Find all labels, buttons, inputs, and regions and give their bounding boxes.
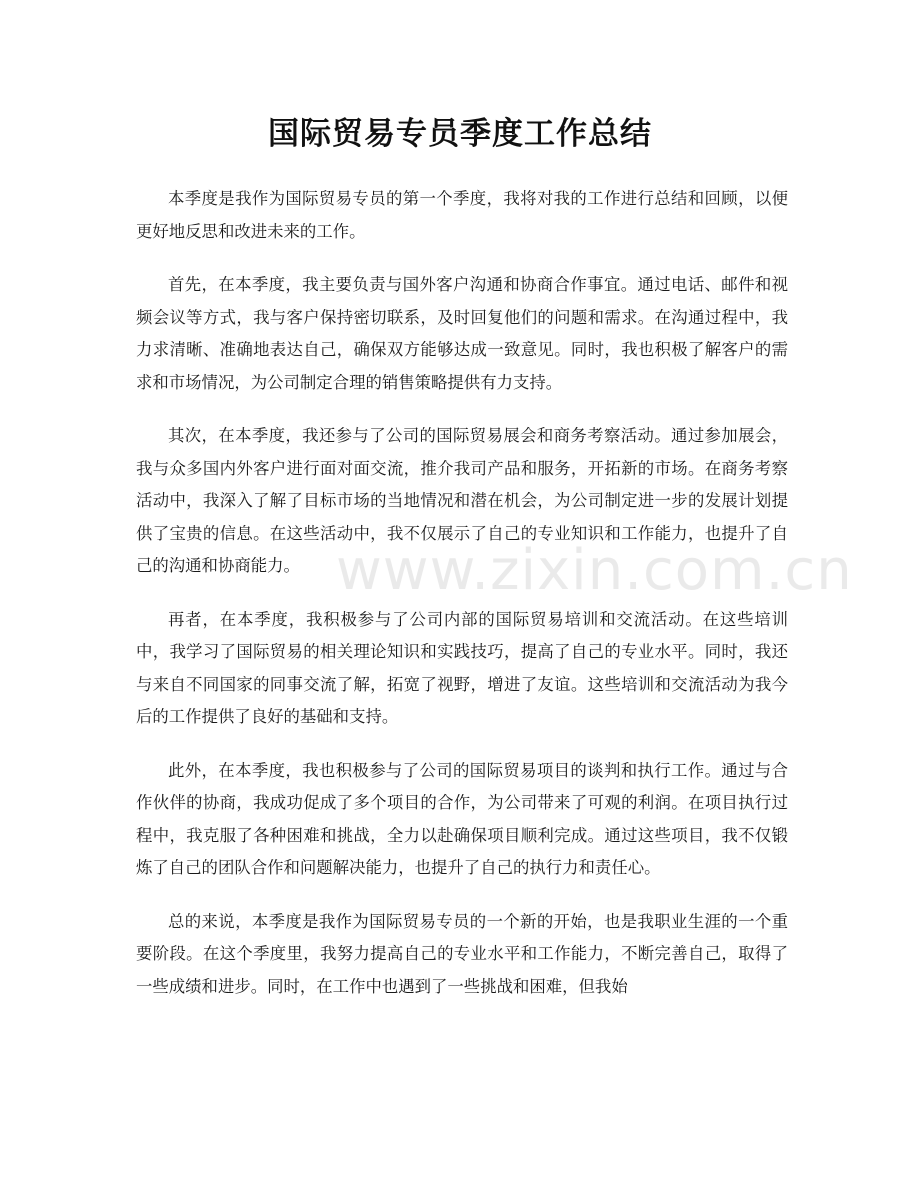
paragraph-projects: 此外，在本季度，我也积极参与了公司的国际贸易项目的谈判和执行工作。通过与合作伙伴的协商，我成功促成了多个项目的合作，为公司带来了可观的利润。在项目执行过程中，我克服了各种困难和挑战，全力以赴确保项目顺利完成。通过这些项目，我不仅锻炼了自己的团队合作和问题解决能力，也提升了自己的执行力和责任心。 — [136, 760, 788, 877]
paragraph-intro: 本季度是我作为国际贸易专员的第一个季度，我将对我的工作进行总结和回顾，以便更好地反思和改进未来的工作。 — [136, 189, 788, 241]
paragraph-trade-shows: 其次，在本季度，我还参与了公司的国际贸易展会和商务考察活动。通过参加展会，我与众多国内外客户进行面对面交流，推介我司产品和服务，开拓新的市场。在商务考察活动中，我深入了解了目标市场的当地情况和潜在机会，为公司制定进一步的发展计划提供了宝贵的信息。在这些活动中，我不仅展示了自己的专业知识和工作能力，也提升了自己的沟通和协商能力。 — [136, 426, 788, 575]
document-body — [136, 183, 788, 1024]
document-title: 国际贸易专员季度工作总结 — [268, 116, 652, 152]
watermark: www.zixin.com.cn — [336, 538, 853, 603]
paragraph-training: 再者，在本季度，我积极参与了公司内部的国际贸易培训和交流活动。在这些培训中，我学习了国际贸易的相关理论知识和实践技巧，提高了自己的专业水平。同时，我还与来自不同国家的同事交流了解，拓宽了视野，增进了友谊。这些培训和交流活动为我今后的工作提供了良好的基础和支持。 — [136, 609, 788, 726]
paragraph-client-communication: 首先，在本季度，我主要负责与国外客户沟通和协商合作事宜。通过电话、邮件和视频会议等方式，我与客户保持密切联系，及时回复他们的问题和需求。在沟通过程中，我力求清晰、准确地表达自己，确保双方能够达成一致意见。同时，我也积极了解客户的需求和市场情况，为公司制定合理的销售策略提供有力支持。 — [136, 275, 788, 392]
paragraph-summary: 总的来说，本季度是我作为国际贸易专员的一个新的开始，也是我职业生涯的一个重要阶段。在这个季度里，我努力提高自己的专业水平和工作能力，不断完善自己，取得了一些成绩和进步。同时，在工作中也遇到了一些挑战和困难，但我始 — [136, 911, 788, 996]
